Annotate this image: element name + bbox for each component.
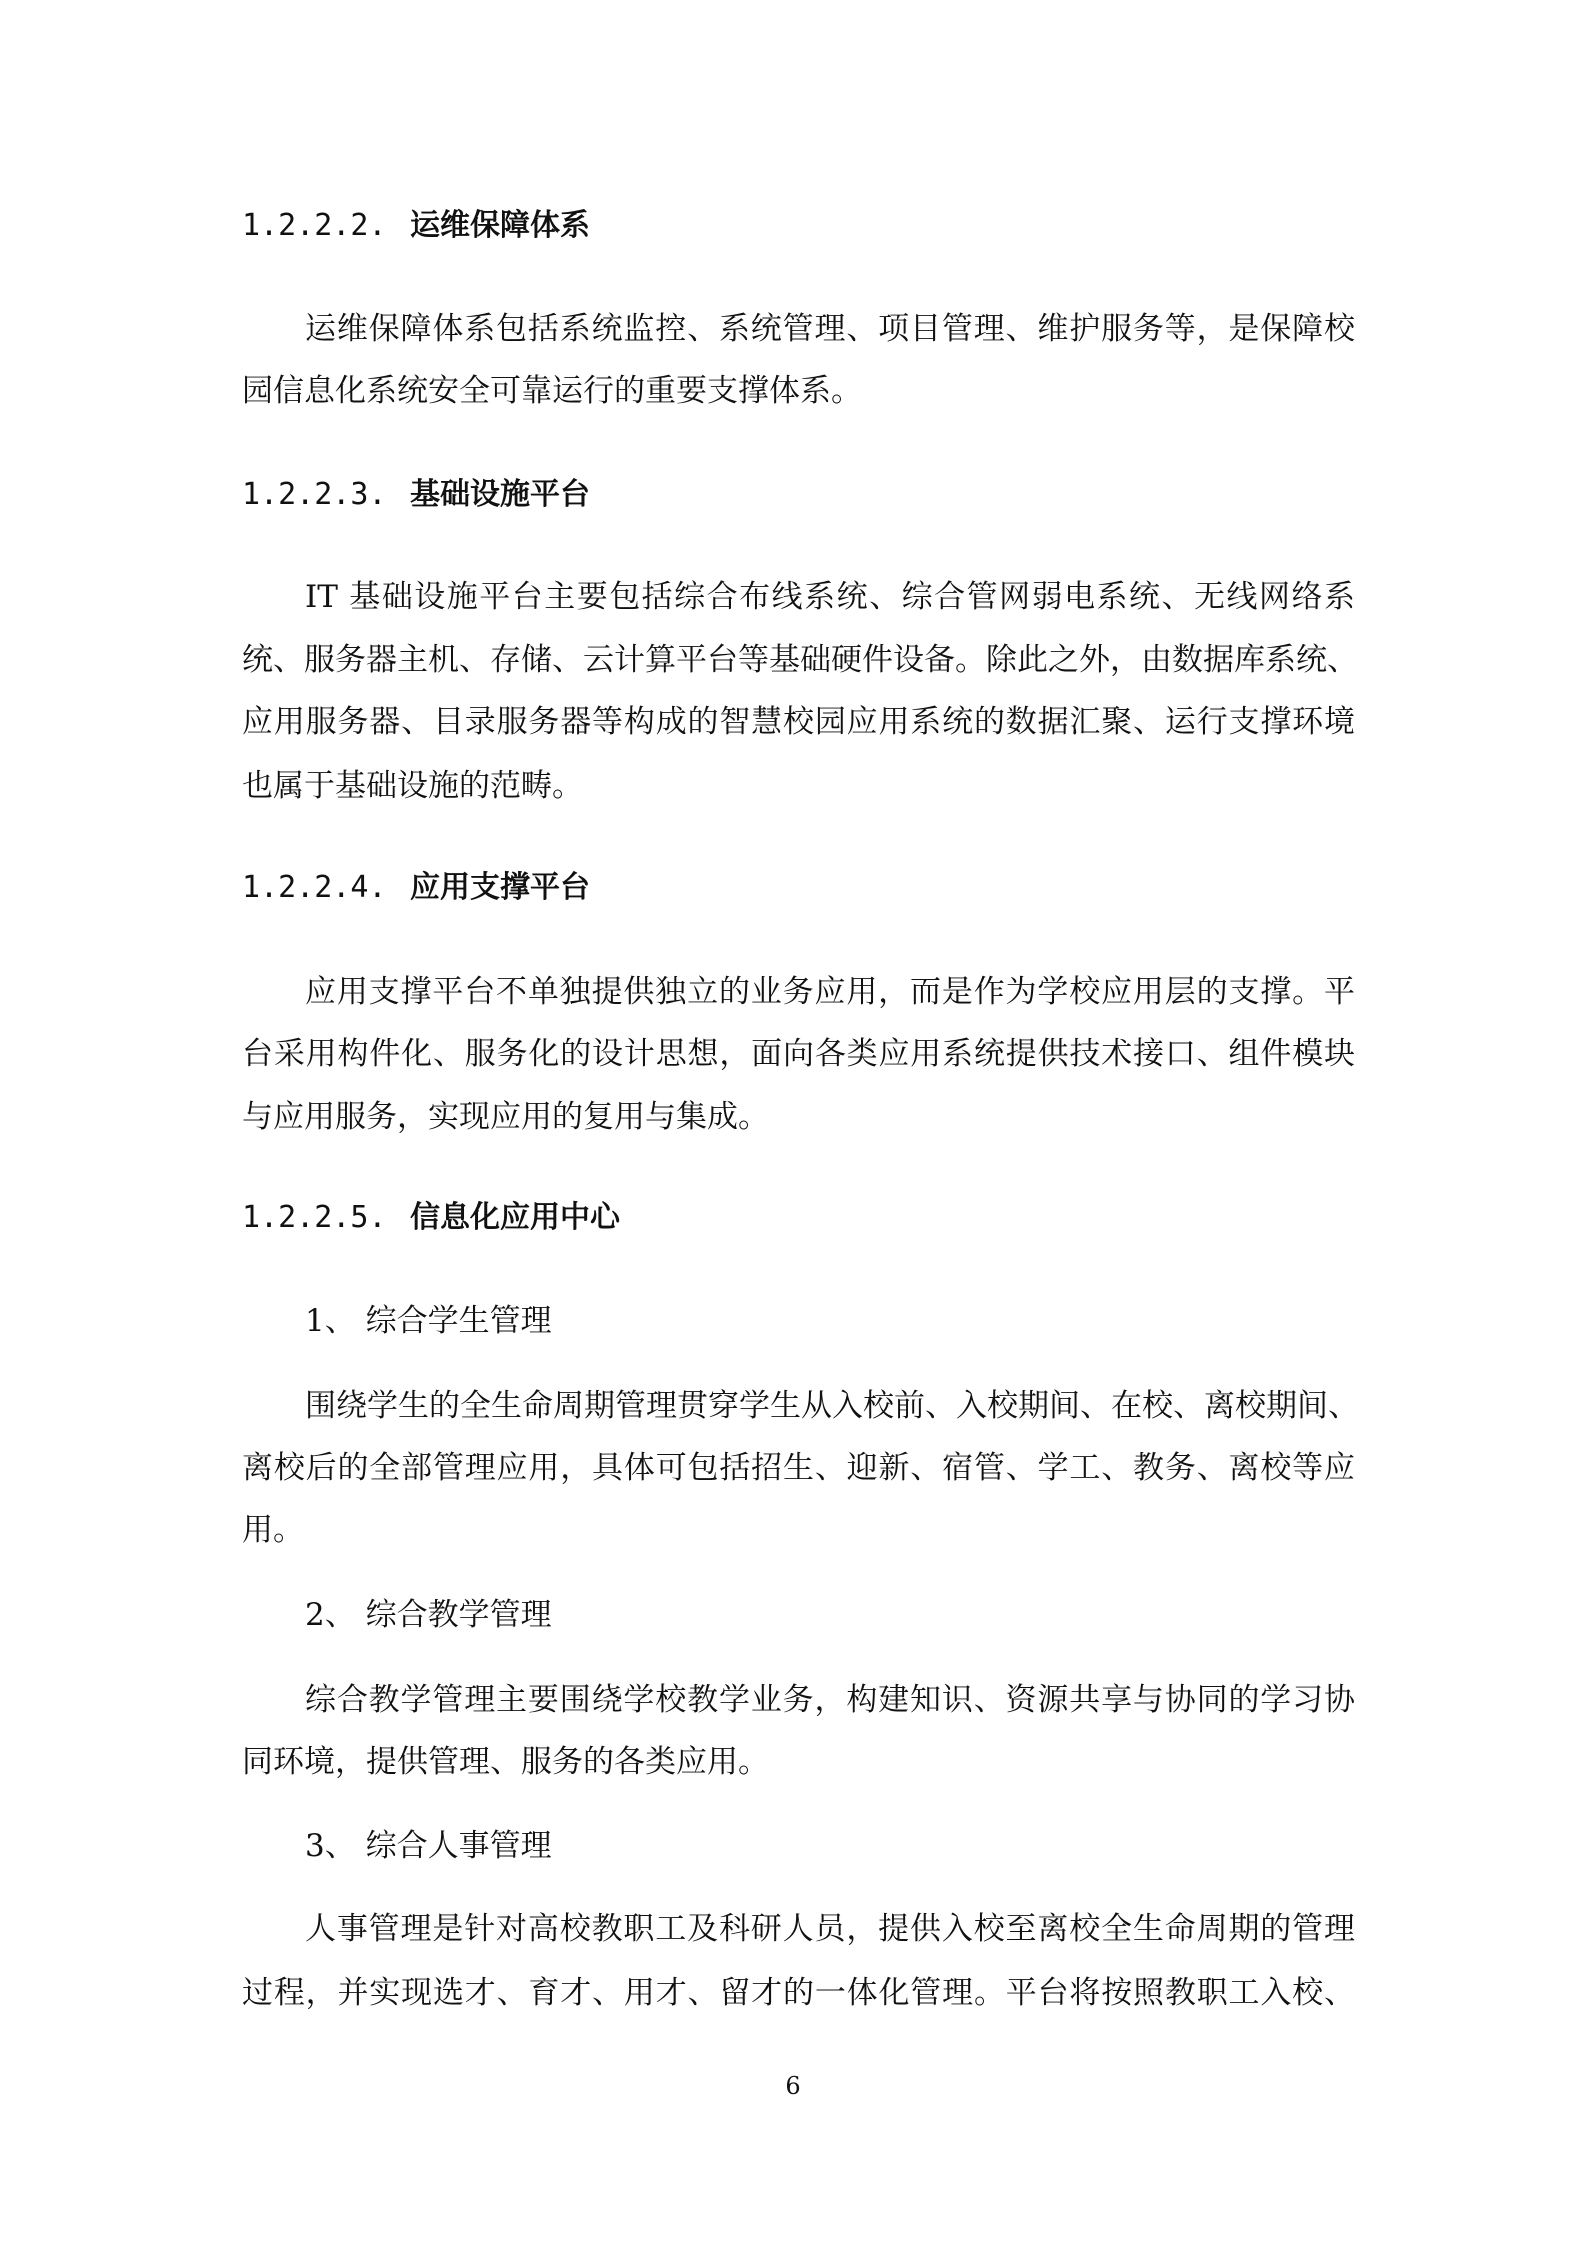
list-item-heading: 2、 综合教学管理 <box>305 1597 552 1633</box>
paragraph-line: IT 基础设施平台主要包括综合布线系统、综合管网弱电系统、无线网络系 <box>305 579 1355 615</box>
section-heading <box>242 1198 1355 1238</box>
section-title: 运维保障体系 <box>410 208 590 243</box>
section-title: 应用支撑平台 <box>410 870 590 905</box>
paragraph-line: 台采用构件化、服务化的设计思想，面向各类应用系统提供技术接口、组件模块 <box>242 1036 1355 1072</box>
paragraph-line: 也属于基础设施的范畴。 <box>242 768 583 804</box>
section-heading <box>242 475 1355 515</box>
section-number: 1.2.2.5. <box>242 1200 387 1235</box>
section-title: 基础设施平台 <box>410 477 590 512</box>
paragraph-line: 同环境，提供管理、服务的各类应用。 <box>242 1744 769 1780</box>
paragraph-line: 运维保障体系包括系统监控、系统管理、项目管理、维护服务等，是保障校 <box>305 311 1355 347</box>
paragraph-line: 应用服务器、目录服务器等构成的智慧校园应用系统的数据汇聚、运行支撑环境 <box>242 704 1355 740</box>
paragraph-line: 应用支撑平台不单独提供独立的业务应用，而是作为学校应用层的支撑。平 <box>305 974 1355 1010</box>
paragraph-line: 综合教学管理主要围绕学校教学业务，构建知识、资源共享与协同的学习协 <box>305 1682 1355 1718</box>
paragraph-line: 人事管理是针对高校教职工及科研人员，提供入校至离校全生命周期的管理 <box>305 1911 1355 1947</box>
section-title: 信息化应用中心 <box>410 1200 620 1235</box>
paragraph-line: 过程，并实现选才、育才、用才、留才的一体化管理。平台将按照教职工入校、 <box>242 1975 1355 2011</box>
section-number: 1.2.2.2. <box>242 208 387 243</box>
list-item-heading: 3、 综合人事管理 <box>305 1828 552 1864</box>
section-heading <box>242 868 1355 908</box>
paragraph-line: 园信息化系统安全可靠运行的重要支撑体系。 <box>242 373 862 409</box>
section-number: 1.2.2.4. <box>242 870 387 905</box>
section-heading <box>242 206 1355 246</box>
page-number: 6 <box>785 2072 801 2100</box>
paragraph-line: 统、服务器主机、存储、云计算平台等基础硬件设备。除此之外，由数据库系统、 <box>242 642 1358 678</box>
paragraph-line: 离校后的全部管理应用，具体可包括招生、迎新、宿管、学工、教务、离校等应 <box>242 1450 1355 1486</box>
paragraph-line: 与应用服务，实现应用的复用与集成。 <box>242 1099 769 1135</box>
section-number: 1.2.2.3. <box>242 477 387 512</box>
paragraph-line: 用。 <box>242 1512 304 1548</box>
list-item-heading: 1、 综合学生管理 <box>305 1303 552 1339</box>
paragraph-line: 围绕学生的全生命周期管理贯穿学生从入校前、入校期间、在校、离校期间、 <box>305 1388 1359 1424</box>
